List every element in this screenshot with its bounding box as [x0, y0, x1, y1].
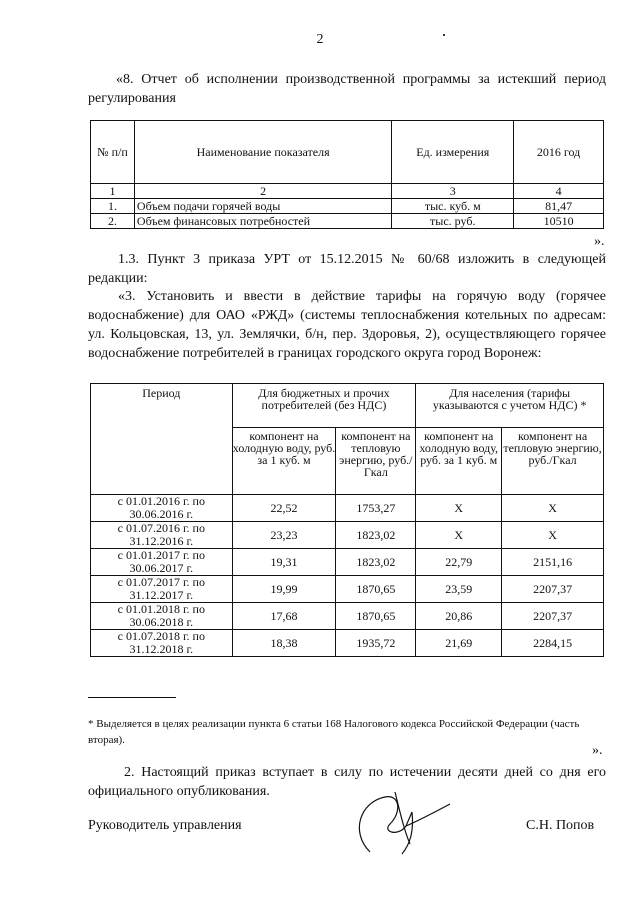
page-number: 2 — [316, 32, 324, 47]
t1-cell-num: 2. — [91, 214, 135, 229]
t1-cell-name: Объем финансовых потребностей — [134, 214, 391, 229]
t2-cell-period: с 01.01.2016 г. по 30.06.2016 г. — [91, 495, 233, 522]
t1-cell-value: 81,47 — [514, 199, 604, 214]
table-row — [91, 603, 604, 630]
scan-speck — [443, 34, 445, 36]
tariff-table — [90, 383, 604, 657]
t1-cell-name: Объем подачи горячей воды — [134, 199, 391, 214]
t2-cell: 1870,65 — [336, 603, 416, 630]
t2-cell: 17,68 — [232, 603, 336, 630]
t2-cell: 2207,37 — [502, 576, 604, 603]
table-row — [91, 549, 604, 576]
paragraph-2: 2. Настоящий приказ вступает в силу по истечении десяти дней со дня его официального опубликования. — [88, 765, 606, 799]
t2-cell: Х — [502, 495, 604, 522]
t1-colnum: 4 — [514, 184, 604, 199]
t1-cell-value: 10510 — [514, 214, 604, 229]
t2-cell: Х — [502, 522, 604, 549]
t2-cell: 18,38 — [232, 630, 336, 657]
t1-cell-num: 1. — [91, 199, 135, 214]
t2-cell: 21,69 — [416, 630, 502, 657]
t1-header-year: 2016 год — [514, 121, 604, 184]
signature-role: Руководитель управления — [88, 818, 242, 833]
handwritten-signature — [340, 782, 480, 862]
closing-quote: ». — [594, 234, 605, 249]
table-row — [91, 576, 604, 603]
t2-cell: 23,23 — [232, 522, 336, 549]
t2-subheader: компонент на тепловую энергию, руб./Гкал — [336, 428, 416, 495]
t2-cell: 2151,16 — [502, 549, 604, 576]
t2-subheader: компонент на холодную воду, руб. за 1 куб. м — [232, 428, 336, 495]
t1-colnum: 2 — [134, 184, 391, 199]
signature-name: С.Н. Попов — [526, 818, 595, 833]
t2-cell: Х — [416, 522, 502, 549]
footnote-divider — [88, 697, 176, 698]
t2-cell: 22,79 — [416, 549, 502, 576]
production-program-table — [90, 120, 604, 229]
t2-cell-period: с 01.07.2016 г. по 31.12.2016 г. — [91, 522, 233, 549]
t1-cell-unit: тыс. куб. м — [392, 199, 514, 214]
paragraph-3: «3. Установить и ввести в действие тарифы на горячую воду (горячее водоснабжение) для ОАО «РЖД» (системы теплоснабжения котельных по адресам: ул. Кольцовская, 13, ул. Землячки, б/н, пер. Здоровья, 2), осуществляющего горячее водоснабжение потребителей в границах городского округа город Воронеж: — [88, 289, 606, 361]
t1-colnum: 3 — [392, 184, 514, 199]
t1-colnum: 1 — [91, 184, 135, 199]
t1-header-num: № п/п — [91, 121, 135, 184]
table-row — [91, 630, 604, 657]
table-row — [91, 214, 604, 229]
closing-quote: ». — [592, 743, 603, 758]
t2-header-population: Для населения (тарифы указываются с учетом НДС) * — [416, 384, 604, 428]
section-8-heading: «8. Отчет об исполнении производственной программы за истекший период регулирования — [88, 72, 606, 106]
t2-cell: Х — [416, 495, 502, 522]
paragraph-1-3: 1.3. Пункт 3 приказа УРТ от 15.12.2015 № 60/68 изложить в следующей редакции: — [88, 252, 606, 286]
t2-cell: 1823,02 — [336, 549, 416, 576]
t1-cell-unit: тыс. руб. — [392, 214, 514, 229]
table-row — [91, 522, 604, 549]
t2-cell-period: с 01.01.2017 г. по 30.06.2017 г. — [91, 549, 233, 576]
t2-header-budget: Для бюджетных и прочих потребителей (без НДС) — [232, 384, 416, 428]
t2-subheader: компонент на тепловую энергию, руб./Гкал — [502, 428, 604, 495]
t2-subheader: компонент на холодную воду, руб. за 1 куб. м — [416, 428, 502, 495]
t2-cell: 1870,65 — [336, 576, 416, 603]
t2-cell: 1753,27 — [336, 495, 416, 522]
table-row — [91, 495, 604, 522]
t2-cell: 19,31 — [232, 549, 336, 576]
t2-cell: 23,59 — [416, 576, 502, 603]
t2-cell: 1935,72 — [336, 630, 416, 657]
table-row — [91, 199, 604, 214]
t2-cell: 1823,02 — [336, 522, 416, 549]
t2-cell-period: с 01.07.2018 г. по 31.12.2018 г. — [91, 630, 233, 657]
t1-header-unit: Ед. измерения — [392, 121, 514, 184]
t2-cell: 20,86 — [416, 603, 502, 630]
t2-cell-period: с 01.07.2017 г. по 31.12.2017 г. — [91, 576, 233, 603]
t2-cell-period: с 01.01.2018 г. по 30.06.2018 г. — [91, 603, 233, 630]
t2-cell: 19,99 — [232, 576, 336, 603]
footnote: * Выделяется в целях реализации пункта 6 статьи 168 Налогового кодекса Российской Федерации (часть вторая). — [88, 718, 580, 746]
t2-cell: 2207,37 — [502, 603, 604, 630]
t1-header-name: Наименование показателя — [134, 121, 391, 184]
t2-cell: 22,52 — [232, 495, 336, 522]
t2-cell: 2284,15 — [502, 630, 604, 657]
t2-header-period: Период — [91, 384, 233, 495]
